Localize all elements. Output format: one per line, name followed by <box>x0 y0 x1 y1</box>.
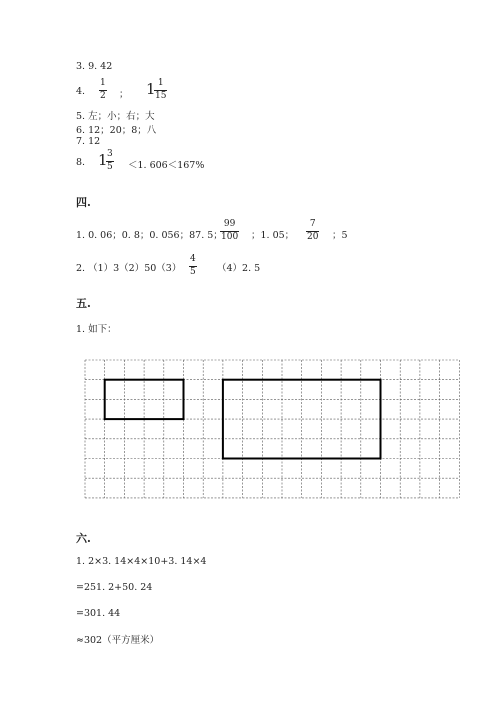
fraction-numerator: 3 <box>107 149 113 159</box>
section4-q2-suffix: （4）2. 5 <box>217 263 261 274</box>
section4-q1-suffix: ；5 <box>332 230 348 241</box>
calc-line-4: ≈302（平方厘米） <box>76 635 160 646</box>
fraction-denominator: 2 <box>100 91 106 101</box>
answer-line-8-prefix: 8. <box>76 157 86 168</box>
answer-line-6: 6. 12；20；8；八 <box>76 125 157 136</box>
fraction-numerator: 1 <box>157 78 164 88</box>
calc-line-3: =301. 44 <box>76 608 121 619</box>
calc-line-2: =251. 2+50. 24 <box>76 582 153 593</box>
fraction-denominator: 100 <box>221 232 239 242</box>
answer-line-7: 7. 12 <box>76 136 101 147</box>
mixed-number-fraction <box>106 149 114 173</box>
fraction-one-half <box>99 78 107 102</box>
fraction-denominator: 15 <box>155 91 167 101</box>
fraction-denominator: 5 <box>190 267 196 277</box>
section4-q1-middle: ；1. 05； <box>251 230 295 241</box>
answer-line-3: 3. 9. 42 <box>76 61 113 72</box>
mixed-number-whole: 1 <box>146 80 156 98</box>
section-heading-5: 五. <box>76 297 91 310</box>
square-grid <box>84 359 464 500</box>
answer-line-4-separator: ； <box>119 89 129 100</box>
section4-q2-prefix: 2. （1）3（2）50（3） <box>76 263 182 274</box>
fraction-4-5 <box>189 254 197 278</box>
fraction-7-20 <box>306 219 319 243</box>
answer-line-8-comparison: ＜1. 606＜167% <box>128 160 205 171</box>
fraction-numerator: 4 <box>190 254 196 264</box>
fraction-denominator: 20 <box>307 232 319 242</box>
section-heading-4: 四. <box>76 196 91 209</box>
section4-q1-prefix: 1. 0. 06；0. 8；0. 056；87. 5； <box>76 230 223 241</box>
fraction-denominator: 5 <box>107 162 113 172</box>
fraction-numerator: 1 <box>100 78 106 88</box>
mixed-number-whole: 1 <box>98 151 108 169</box>
fraction-99-100 <box>220 219 239 243</box>
calc-line-1: 1. 2×3. 14×4×10+3. 14×4 <box>76 556 207 567</box>
answer-line-5: 5. 左；小；右；大 <box>76 111 155 122</box>
fraction-numerator: 7 <box>309 219 316 229</box>
answer-line-4-prefix: 4. <box>76 86 86 97</box>
section5-q1-label: 1. 如下： <box>76 324 117 335</box>
fraction-numerator: 99 <box>223 219 236 229</box>
mixed-number-fraction <box>154 78 167 102</box>
section-heading-6: 六. <box>76 532 91 545</box>
